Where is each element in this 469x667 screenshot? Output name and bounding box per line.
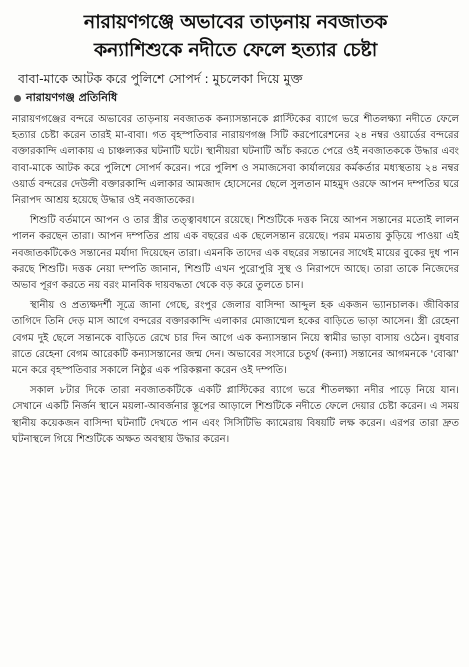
- paragraph-3: স্থানীয় ও প্রত্যক্ষদর্শী সূত্রে জানা গেছে, রংপুর জেলার বাসিন্দা আব্দুল হক একজন ভ্যানচালক। জীবিকার তাগিদে তিনি দেড় মাস আগে বন্দরের বক্তারকান্দি এলাকার মোজাম্মেল হকের বাড়িতে ভাড়া আসেন। স্ত্রী রেহেনা বেগম দুই ছেলে সন্তানকে বাড়িতে রেখে চার দিন আগে এক কন্যাসন্তান নিয়ে স্বামীর ভাড়া বাসায় ওঠেন। বুধবার রাতে রেহেনা বেগম আরেকটি কন্যাসন্তানের জন্ম দেন। অভাবের সংসারে চতুর্থ (কন্যা) সন্তানের আগমনকে 'বোঝা' মনে করে বৃহস্পতিবার সকালে নিষ্ঠুর এক পরিকল্পনা করেন ওই দম্পতি।: [12, 300, 459, 377]
- paragraph-1: নারায়ণগঞ্জের বন্দরে অভাবের তাড়নায় নবজাতক কন্যাসন্তানকে প্লাস্টিকের ব্যাগে ভরে শীতলক্ষ্যা নদীতে ফেলে হত্যার চেষ্টা করেন তারই মা-বাবা। গত বৃহস্পতিবার নারায়ণগঞ্জ সিটি করপোরেশনের ২৪ নম্বর ওয়ার্ডের বন্দরের বক্তারকান্দি এলাকায় এ চাঞ্চল্যকর ঘটনাটি ঘটে। স্থানীয়রা ঘটনাটি আঁচ করতে পেরে ওই নবজাতককে উদ্ধার এবং বাবা-মাকে আটক করে পুলিশে সোপর্দ করেন। পরে পুলিশ ও সমাজসেবা কার্যালয়ের কর্মকর্তার মধ্যস্থতায় ২৪ নম্বর ওয়ার্ড বন্দরের দেউলী বক্তারকান্দি এলাকার আমজাদ হোসেনের ছেলে সুলতান মাহমুদ ওরফে আপন দম্পতির ঘরে নিরাপদ আশ্রয় হয়েছে উদ্ধার ওই নবজাতকের।: [12, 114, 459, 207]
- headline-line-2: কন্যাশিশুকে নদীতে ফেলে হত্যার চেষ্টা: [94, 39, 377, 61]
- headline-line-1: নারায়ণগঞ্জে অভাবের তাড়নায় নবজাতক: [83, 11, 388, 33]
- bullet-icon: [14, 95, 21, 102]
- paragraph-4: সকাল ৮টার দিকে তারা নবজাতকটিকে একটি প্লাস্টিকের ব্যাগে ভরে শীতলক্ষ্যা নদীর পাড়ে নিয়ে যান। সেখানে একটি নির্জন স্থানে ময়লা-আবর্জনার স্তূপের আড়ালে শিশুটিকে নদীতে ফেলে দেয়ার চেষ্টা করেন। এ সময় স্থানীয় কয়েকজন বাসিন্দা ঘটনাটি দেখতে পান এবং সিসিটিভি ক্যামেরায় বিষয়টি লক্ষ করেন। এরপর তারা দ্রুত ঘটনাস্থলে গিয়ে শিশুটিকে অক্ষত অবস্থায় উদ্ধার করেন।: [12, 385, 459, 445]
- subheadline: বাবা-মাকে আটক করে পুলিশে সোপর্দ : মুচলেকা দিয়ে মুক্ত: [18, 71, 303, 86]
- byline: [14, 90, 459, 106]
- paragraph-2: শিশুটি বর্তমানে আপন ও তার স্ত্রীর তত্ত্বাবধানে রয়েছে। শিশুটিকে দত্তক নিয়ে আপন সন্তানের মতোই লালন পালন করছেন তারা। আপন দম্পতির প্রায় এক বছরের এক ছেলেসন্তান রয়েছে। পরম মমতায় কুড়িয়ে পাওয়া এই নবজাতকটিকেও সন্তানের মর্যাদা দিয়েছেন তারা। এমনকি তাদের এক বছরের সন্তানের সাথেই মায়ের বুকের দুধ পান করছে শিশুটি। দত্তক নেয়া দম্পতি জানান, শিশুটি এখন পুরোপুরি সুস্থ ও নিরাপদে আছে। তারা তাকে নিজেদের অভাব পূরণ করতে নয় বরং মানবিক দায়বদ্ধতা থেকে বড় করে তুলতে চান।: [12, 215, 459, 292]
- headline: [12, 8, 459, 64]
- byline-text: নারায়ণগঞ্জ প্রতিনিধি: [26, 91, 118, 104]
- article-body: [12, 112, 459, 448]
